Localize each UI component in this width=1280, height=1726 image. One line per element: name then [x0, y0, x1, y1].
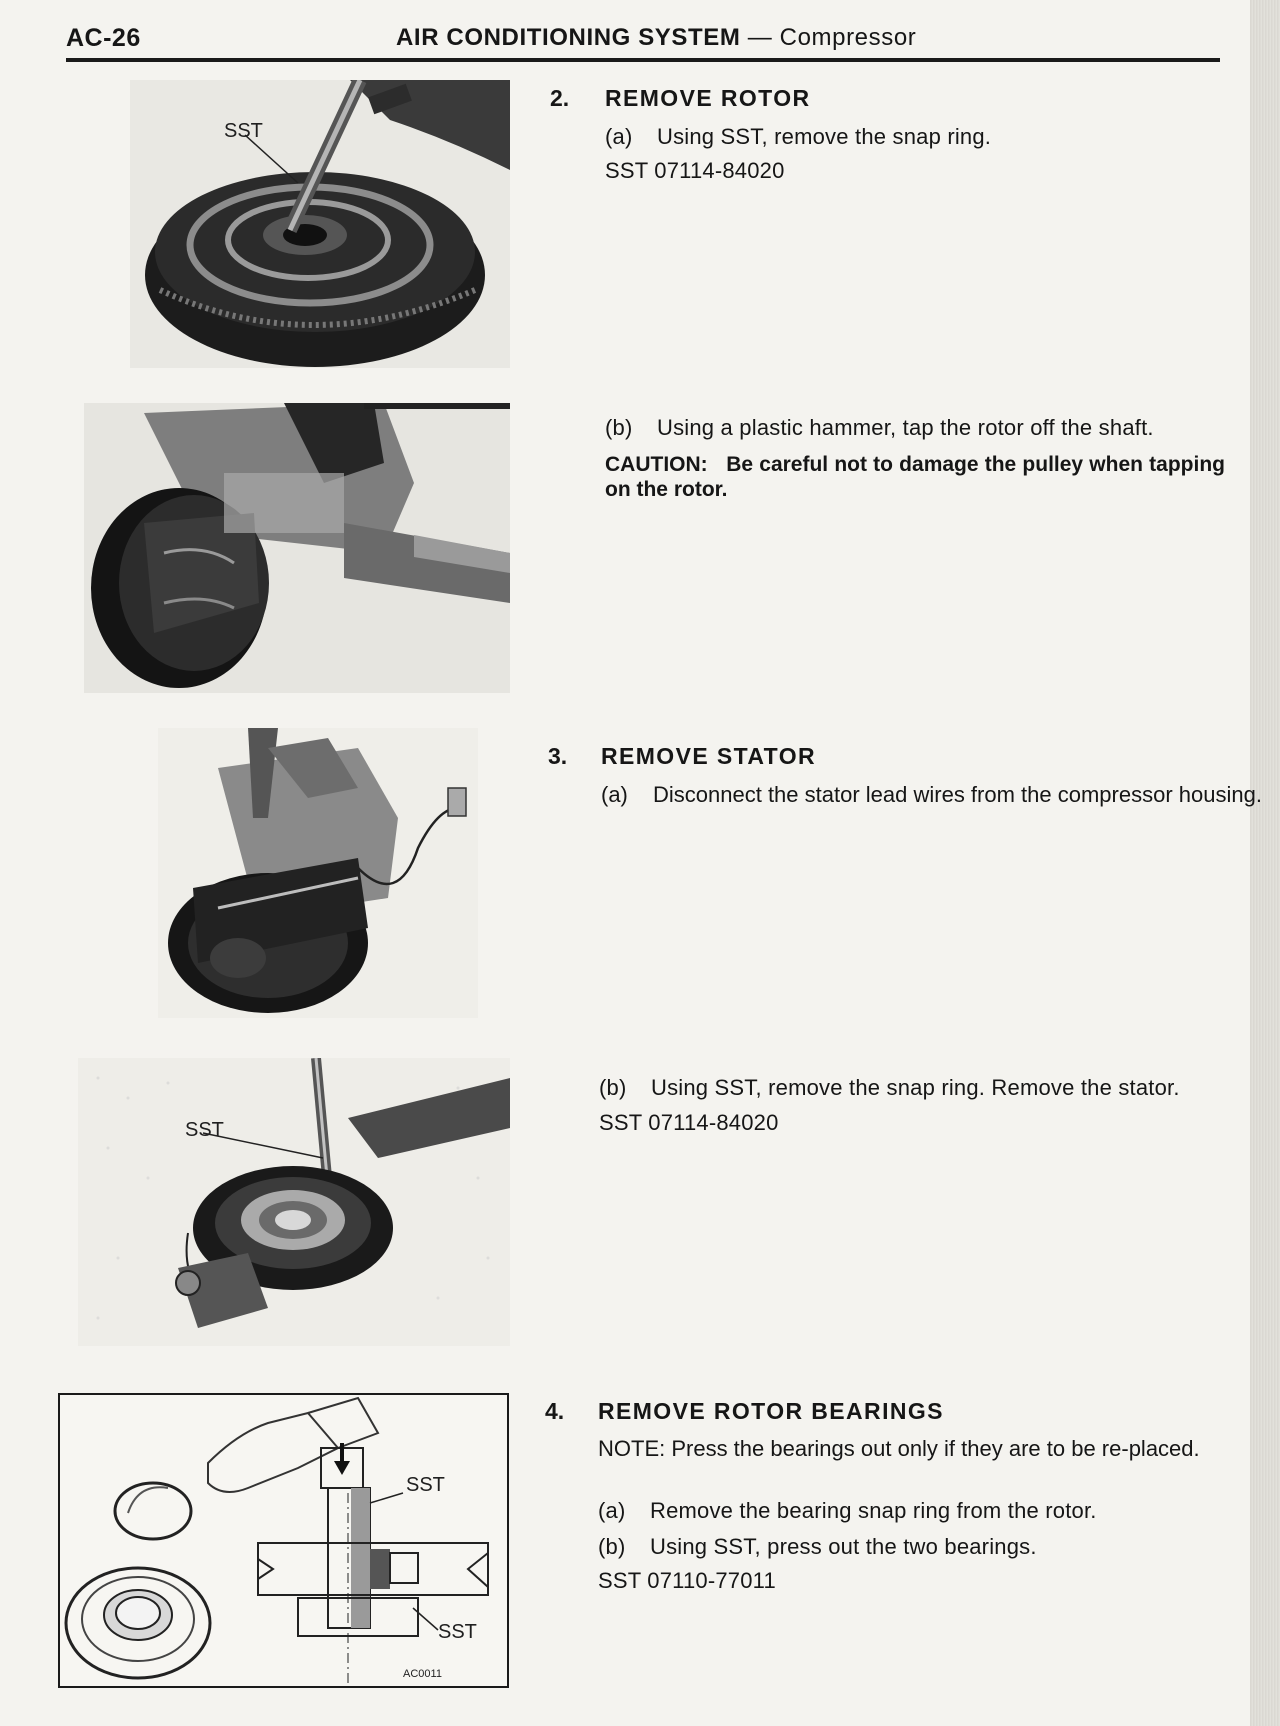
step-4b-label: (b): [598, 1534, 626, 1559]
step-4-title: REMOVE ROTOR BEARINGS: [598, 1398, 944, 1424]
step-2b-line: [605, 415, 1154, 441]
figure-rotor-snap-ring: [130, 80, 510, 368]
step-3a-para: [601, 782, 1273, 808]
step-4b-text: Using SST, press out the two bearings.: [650, 1534, 1037, 1559]
caution-text: Be careful not to damage the pulley when tapping on the rotor.: [605, 453, 1225, 501]
fig5-code: AC0011: [403, 1668, 442, 1680]
fig5-label-bottom: SST: [438, 1621, 477, 1643]
step-3b-text: Using SST, remove the snap ring. Remove the stator.: [651, 1075, 1180, 1100]
figure-plastic-hammer: [84, 403, 510, 693]
caution-label: CAUTION:: [605, 453, 708, 476]
step-2-sst: SST 07114-84020: [605, 158, 785, 183]
figure-rotor-bearing-diagram: [58, 1393, 509, 1688]
step-4b-line: [598, 1534, 1037, 1560]
step-2-number: 2.: [550, 85, 570, 111]
step-2a-label: (a): [605, 124, 633, 149]
step-4a-label: (a): [598, 1498, 626, 1523]
step-3b-label: (b): [599, 1075, 627, 1100]
step-3-title: REMOVE STATOR: [601, 743, 816, 769]
fig5-label-top: SST: [406, 1474, 445, 1496]
step-3b-line: [599, 1075, 1180, 1101]
title-separator: —: [747, 24, 773, 51]
step-4-note: NOTE: Press the bearings out only if they are to be re-placed.: [598, 1436, 1200, 1461]
step-2b-text: Using a plastic hammer, tap the rotor off the shaft.: [657, 415, 1154, 440]
step-2a-text: Using SST, remove the snap ring.: [657, 124, 992, 149]
header-rule: [66, 58, 1220, 62]
fig4-label: SST: [185, 1119, 224, 1141]
fig1-label: SST: [224, 120, 263, 142]
section-title: AIR CONDITIONING SYSTEM: [396, 24, 741, 51]
step-3a-text: Disconnect the stator lead wires from the compressor housing.: [653, 782, 1262, 807]
step-4a-text: Remove the bearing snap ring from the rotor.: [650, 1498, 1097, 1523]
step-2-caution: [605, 452, 1225, 502]
step-3a-label: (a): [601, 782, 628, 807]
step-4-sst: SST 07110-77011: [598, 1568, 776, 1593]
page-header: [66, 22, 1220, 62]
step-4-number: 4.: [545, 1398, 565, 1424]
figure-stator-snap-ring: [78, 1058, 510, 1346]
page-edge: [1250, 0, 1280, 1726]
step-2-title: REMOVE ROTOR: [605, 85, 811, 111]
page-number: AC-26: [66, 24, 141, 52]
step-2b-label: (b): [605, 415, 633, 440]
figure-stator-lead-wires: [158, 728, 478, 1018]
step-3-sst: SST 07114-84020: [599, 1110, 779, 1135]
subsection-title: Compressor: [779, 24, 917, 51]
step-3-number: 3.: [548, 743, 568, 769]
page-title: [396, 24, 916, 52]
step-4a-line: [598, 1498, 1097, 1524]
step-2a-line: [605, 124, 991, 150]
